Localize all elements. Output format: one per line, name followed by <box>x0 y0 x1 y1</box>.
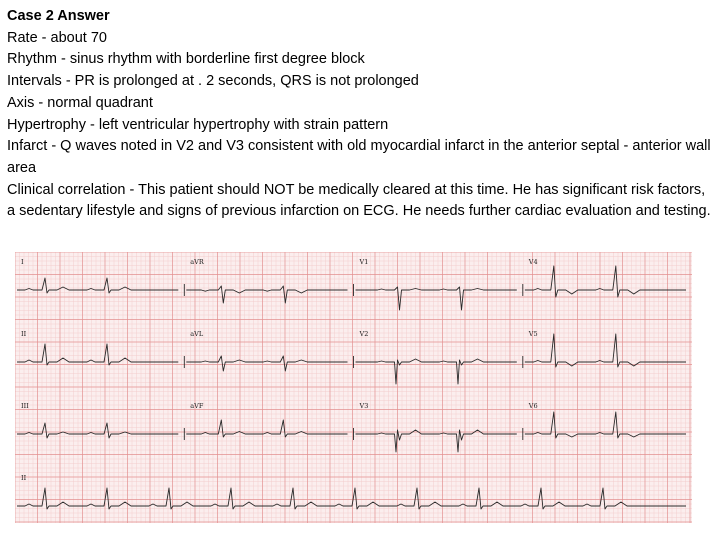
intervals-line: Intervals - PR is prolonged at . 2 seconds, QRS is not prolonged <box>7 73 419 90</box>
lead-label-avl: aVL <box>190 330 204 338</box>
rate-line: Rate - about 70 <box>7 29 107 46</box>
case-title: Case 2 Answer <box>7 8 110 24</box>
lead-label-iii: III <box>21 402 29 410</box>
hypertrophy-line: Hypertrophy - left ventricular hypertrophy with strain pattern <box>7 116 389 133</box>
lead-label-avr: aVR <box>190 258 204 266</box>
axis-line: Axis - normal quadrant <box>7 94 153 111</box>
lead-label-v1: V1 <box>359 258 369 266</box>
lead-label-v5: V5 <box>528 330 538 338</box>
lead-label-v3: V3 <box>359 402 369 410</box>
clinical-correlation-line: Clinical correlation - This patient should NOT be medically cleared at this time. He has significant risk factors, a sedentary lifestyle and signs of previous infarction on ECG. He needs further cardiac evaluation and testing. <box>7 181 711 220</box>
lead-label-i: I <box>21 258 24 266</box>
lead-label-ii: II <box>21 474 27 482</box>
ecg-strip <box>15 252 692 523</box>
infarct-line: Infarct - Q waves noted in V2 and V3 consistent with old myocardial infarct in the anterior septal - anterior wall area <box>7 138 711 176</box>
rhythm-line: Rhythm - sinus rhythm with borderline first degree block <box>7 51 365 68</box>
lead-label-v4: V4 <box>528 258 538 266</box>
lead-label-v2: V2 <box>359 330 369 338</box>
lead-label-v6: V6 <box>528 402 538 410</box>
lead-label-ii: II <box>21 330 27 338</box>
case-answer-text <box>7 6 715 223</box>
lead-label-avf: aVF <box>190 402 204 410</box>
